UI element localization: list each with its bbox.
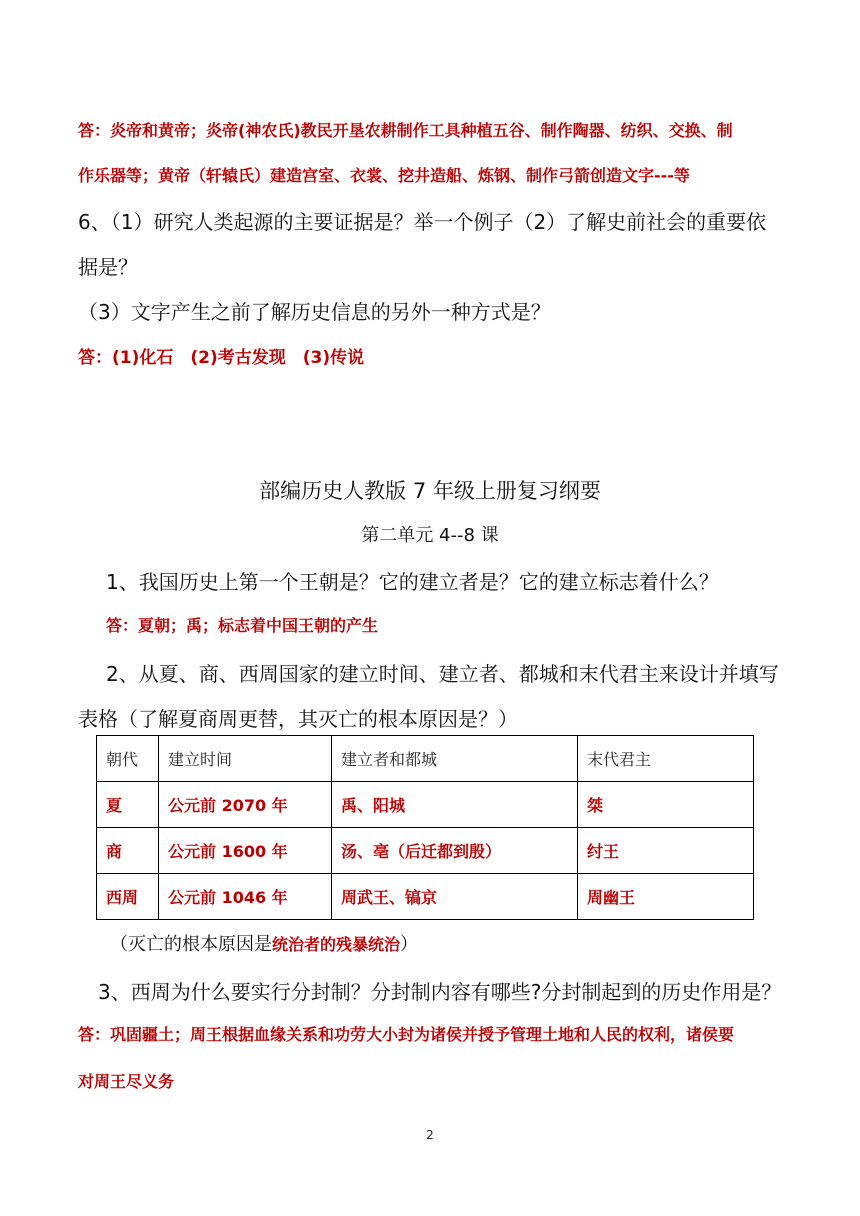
- question-6-line-2: 据是？: [78, 255, 138, 279]
- cell-founder-capital: 禹、阳城: [332, 782, 578, 828]
- note-prefix: （灭亡的根本原因是: [110, 934, 272, 955]
- question-2-line-1: 2、从夏、商、西周国家的建立时间、建立者、都城和末代君主来设计并填写: [106, 662, 779, 686]
- cell-dynasty: 夏: [97, 782, 159, 828]
- question-6-line-3: （3）文字产生之前了解历史信息的另外一种方式是？: [78, 300, 551, 324]
- document-title: 部编历史人教版 7 年级上册复习纲要: [259, 479, 601, 503]
- cell-founder-capital: 汤、亳（后迁都到殷）: [332, 828, 578, 874]
- header-dynasty: 朝代: [97, 736, 159, 782]
- answer-6: 答：(1)化石 (2)考古发现 (3)传说: [78, 348, 365, 368]
- cell-dynasty: 商: [97, 828, 159, 874]
- cell-founding-time: 公元前 1600 年: [159, 828, 332, 874]
- cell-founding-time: 公元前 2070 年: [159, 782, 332, 828]
- header-last-ruler: 末代君主: [578, 736, 754, 782]
- answer-3-line-2: 对周王尽义务: [78, 1072, 175, 1091]
- table-row: [97, 828, 754, 874]
- cell-last-ruler: 周幽王: [578, 874, 754, 920]
- cell-founding-time: 公元前 1046 年: [159, 874, 332, 920]
- table-row: [97, 782, 754, 828]
- cell-dynasty: 西周: [97, 874, 159, 920]
- cell-last-ruler: 纣王: [578, 828, 754, 874]
- page-number: 2: [426, 1128, 434, 1142]
- cell-founder-capital: 周武王、镐京: [332, 874, 578, 920]
- question-6-line-1: 6、（1）研究人类起源的主要证据是？举一个例子（2）了解史前社会的重要依: [78, 210, 767, 234]
- note-answer: 统治者的残暴统治: [272, 935, 401, 954]
- answer-3-line-1: 答：巩固疆土；周王根据血缘关系和功劳大小封为诸侯并授予管理土地和人民的权利，诸侯要: [78, 1025, 735, 1044]
- question-3: 3、西周为什么要实行分封制？分封制内容有哪些?分封制起到的历史作用是？: [98, 980, 782, 1004]
- question-1: 1、我国历史上第一个王朝是？它的建立者是？它的建立标志着什么？: [106, 570, 719, 594]
- answer-5-line-2: 作乐器等；黄帝（轩辕氏）建造宫室、衣裳、挖井造船、炼钢、制作弓箭创造文字---等: [78, 166, 690, 185]
- header-founding-time: 建立时间: [159, 736, 332, 782]
- table-header-row: [97, 736, 754, 782]
- dynasty-table: [96, 735, 754, 920]
- question-2-line-2: 表格（了解夏商周更替，其灭亡的根本原因是？）: [78, 707, 518, 731]
- answer-1: 答：夏朝；禹；标志着中国王朝的产生: [106, 616, 379, 635]
- cell-last-ruler: 桀: [578, 782, 754, 828]
- answer-5-line-1: 答：炎帝和黄帝；炎帝(神农氏)教民开垦农耕制作工具种植五谷、制作陶器、纺织、交换、制: [78, 121, 733, 140]
- table-row: [97, 874, 754, 920]
- collapse-reason-note: [110, 930, 418, 956]
- header-founder-capital: 建立者和都城: [332, 736, 578, 782]
- unit-subtitle: 第二单元 4--8 课: [361, 525, 499, 546]
- note-suffix: ）: [400, 934, 419, 955]
